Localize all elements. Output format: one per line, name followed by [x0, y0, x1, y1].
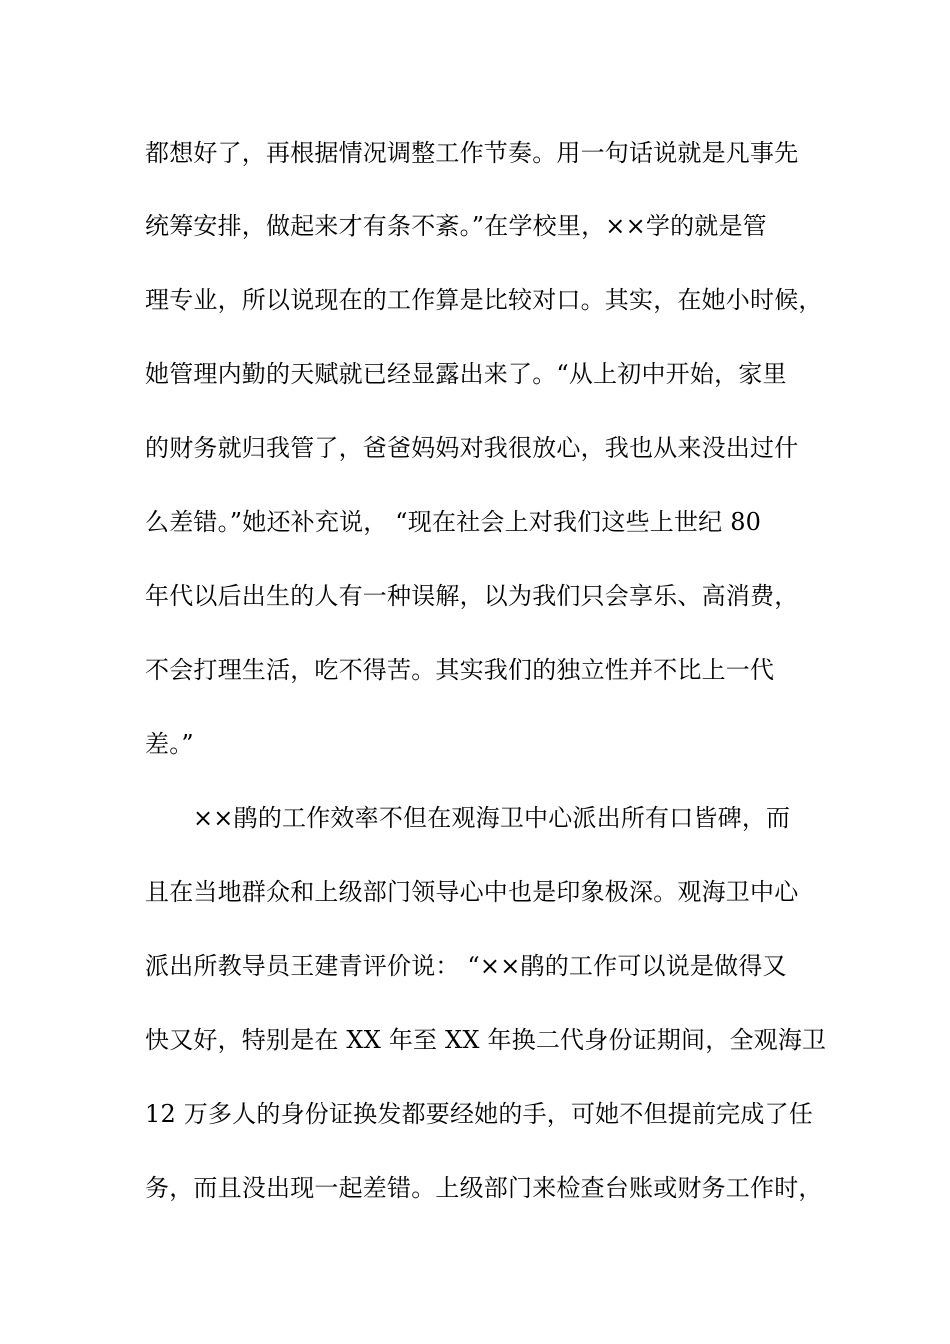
text-line-11: 且在当地群众和上级部门领导心中也是印象极深。观海卫中心 [145, 878, 799, 906]
text-line-1: 都想好了，再根据情况调整工作节奏。用一句话说就是凡事先 [145, 139, 799, 167]
text-line-2: 统筹安排，做起来才有条不紊。”在学校里，××学的就是管 [145, 212, 767, 240]
text-line-15: 务，而且没出现一起差错。上级部门来检查台账或财务工作时， [145, 1174, 823, 1202]
text-line-6: 么差错。”她还补充说， “现在社会上对我们这些上世纪 80 [145, 508, 762, 536]
text-line-8: 不会打理生活，吃不得苦。其实我们的独立性并不比上一代 [145, 656, 775, 684]
text-line-14: 12 万多人的身份证换发都要经她的手，可她不但提前完成了任 [145, 1100, 813, 1128]
text-line-13: 快又好，特别是在 XX 年至 XX 年换二代身份证期间，全观海卫 [145, 1026, 827, 1054]
text-line-7: 年代以后出生的人有一种误解，以为我们只会享乐、高消费， [145, 582, 799, 610]
paragraph-2-line-1: ××鹃的工作效率不但在观海卫中心派出所有口皆碑，而 [193, 804, 791, 832]
text-line-5: 的财务就归我管了，爸爸妈妈对我很放心，我也从来没出过什 [145, 434, 799, 462]
text-line-12: 派出所教导员王建青评价说： “××鹃的工作可以说是做得又 [145, 952, 787, 980]
text-line-4: 她管理内勤的天赋就已经显露出来了。“从上初中开始，家里 [145, 360, 787, 388]
text-line-3: 理专业，所以说现在的工作算是比较对口。其实，在她小时候， [145, 286, 823, 314]
text-line-9: 差。” [145, 730, 194, 758]
